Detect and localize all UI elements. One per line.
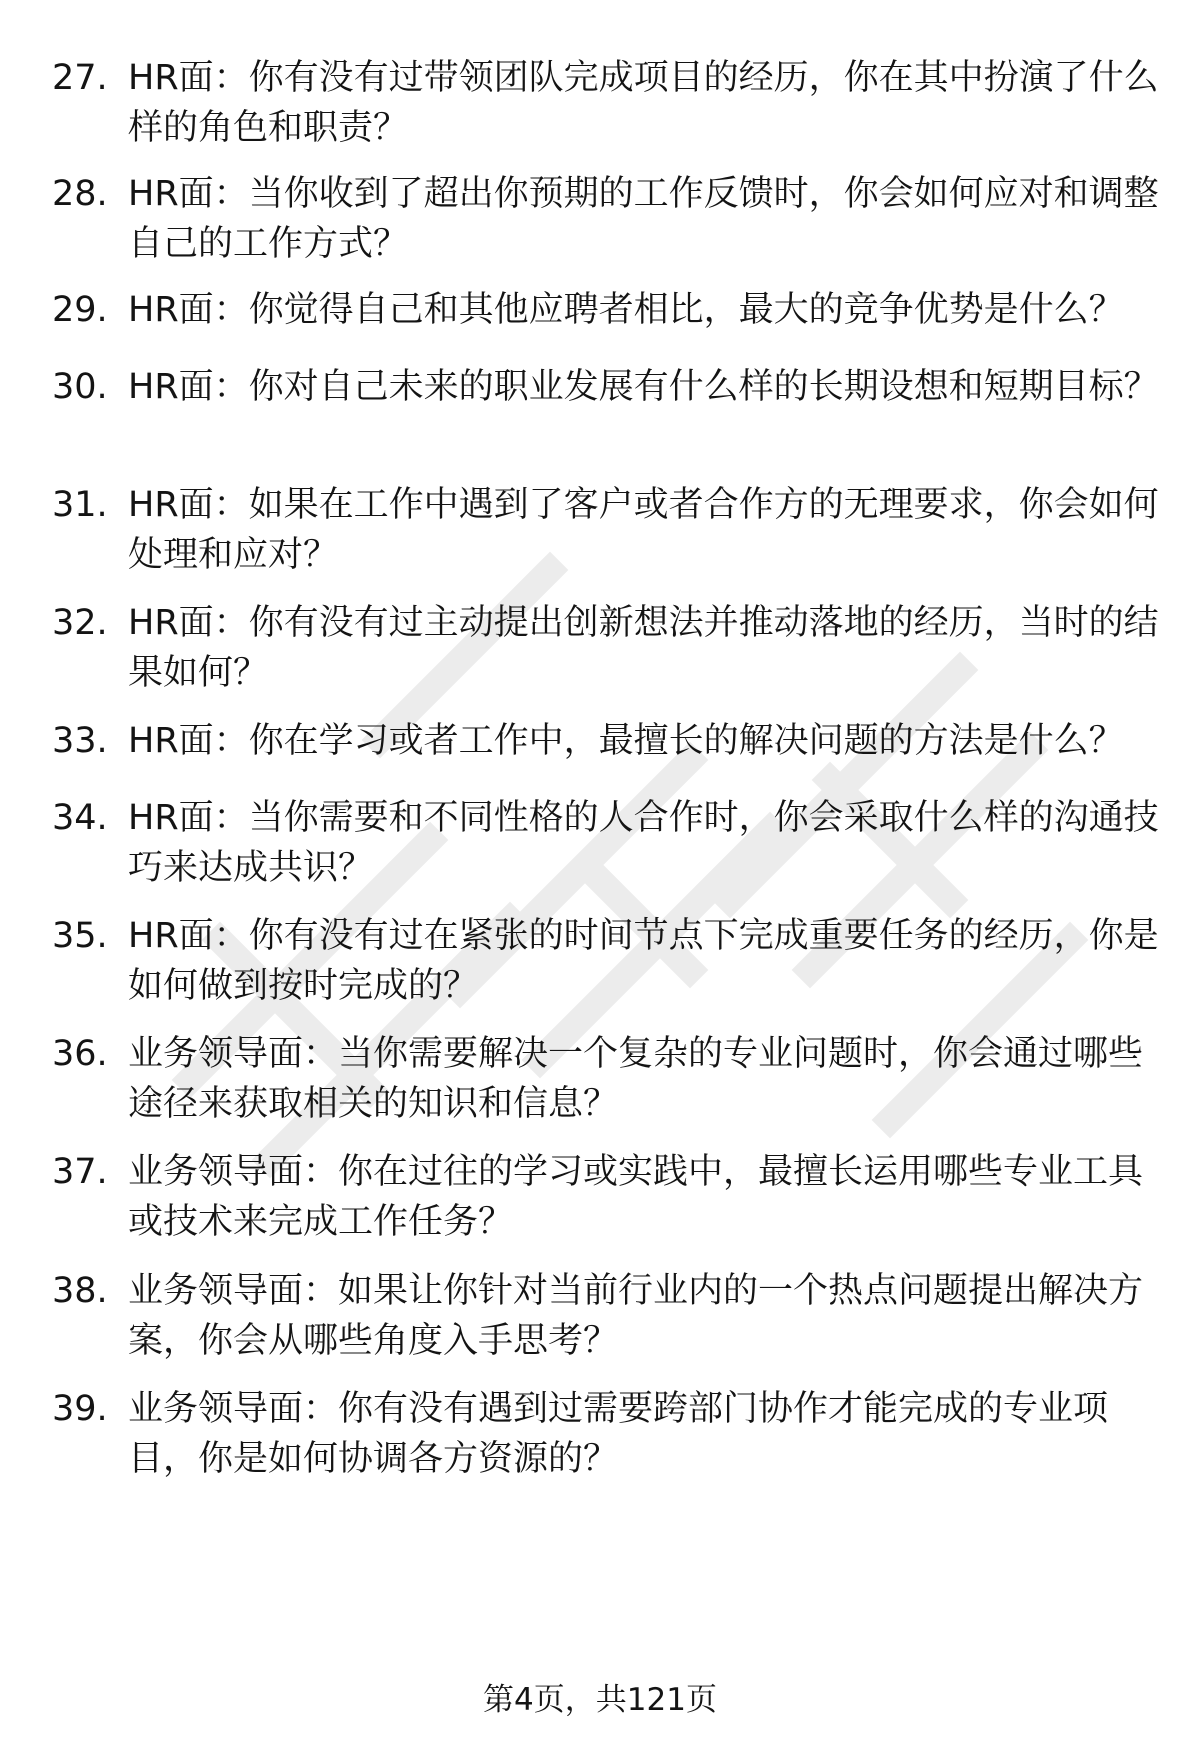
question-text: HR面：你有没有过带领团队完成项目的经历，你在其中扮演了什么样的角色和职责？ <box>128 58 1159 148</box>
question-text: HR面：如果在工作中遇到了客户或者合作方的无理要求，你会如何处理和应对？ <box>128 485 1159 575</box>
question-number: 29. <box>52 290 108 330</box>
question-text: HR面：你觉得自己和其他应聘者相比，最大的竞争优势是什么？ <box>128 290 1124 330</box>
question-number: 34. <box>52 798 108 838</box>
question-text: HR面：当你收到了超出你预期的工作反馈时，你会如何应对和调整自己的工作方式？ <box>128 174 1159 264</box>
question-text: HR面：你有没有过在紧张的时间节点下完成重要任务的经历，你是如何做到按时完成的？ <box>128 916 1159 1006</box>
page-footer: 第4页，共121页 <box>483 1682 717 1718</box>
question-number: 31. <box>52 485 108 525</box>
question-number: 32. <box>52 603 108 643</box>
question-number: 38. <box>52 1271 108 1311</box>
list-item <box>0 598 1200 708</box>
list-item <box>0 169 1200 279</box>
question-text: HR面：当你需要和不同性格的人合作时，你会采取什么样的沟通技巧来达成共识？ <box>128 798 1159 888</box>
question-text: 业务领导面：你有没有遇到过需要跨部门协作才能完成的专业项目，你是如何协调各方资源的？ <box>128 1389 1109 1479</box>
list-item <box>0 362 1200 472</box>
list-item <box>0 53 1200 163</box>
question-number: 37. <box>52 1152 108 1192</box>
list-item <box>0 1384 1200 1494</box>
list-item <box>0 1147 1200 1257</box>
list-item <box>0 793 1200 903</box>
list-item <box>0 1266 1200 1376</box>
question-number: 36. <box>52 1034 108 1074</box>
list-item <box>0 1029 1200 1139</box>
question-text: HR面：你有没有过主动提出创新想法并推动落地的经历，当时的结果如何？ <box>128 603 1159 693</box>
question-text: 业务领导面：如果让你针对当前行业内的一个热点问题提出解决方案，你会从哪些角度入手思考？ <box>128 1271 1144 1361</box>
question-text: 业务领导面：当你需要解决一个复杂的专业问题时，你会通过哪些途径来获取相关的知识和信息？ <box>128 1034 1144 1124</box>
question-number: 33. <box>52 721 108 761</box>
list-item <box>0 480 1200 590</box>
question-number: 28. <box>52 174 108 214</box>
question-number: 27. <box>52 58 108 98</box>
question-text: HR面：你对自己未来的职业发展有什么样的长期设想和短期目标？ <box>128 367 1159 407</box>
question-text: HR面：你在学习或者工作中，最擅长的解决问题的方法是什么？ <box>128 721 1124 761</box>
question-number: 39. <box>52 1389 108 1429</box>
question-text: 业务领导面：你在过往的学习或实践中，最擅长运用哪些专业工具或技术来完成工作任务？ <box>128 1152 1144 1242</box>
question-number: 30. <box>52 367 108 407</box>
list-item <box>0 911 1200 1021</box>
question-number: 35. <box>52 916 108 956</box>
